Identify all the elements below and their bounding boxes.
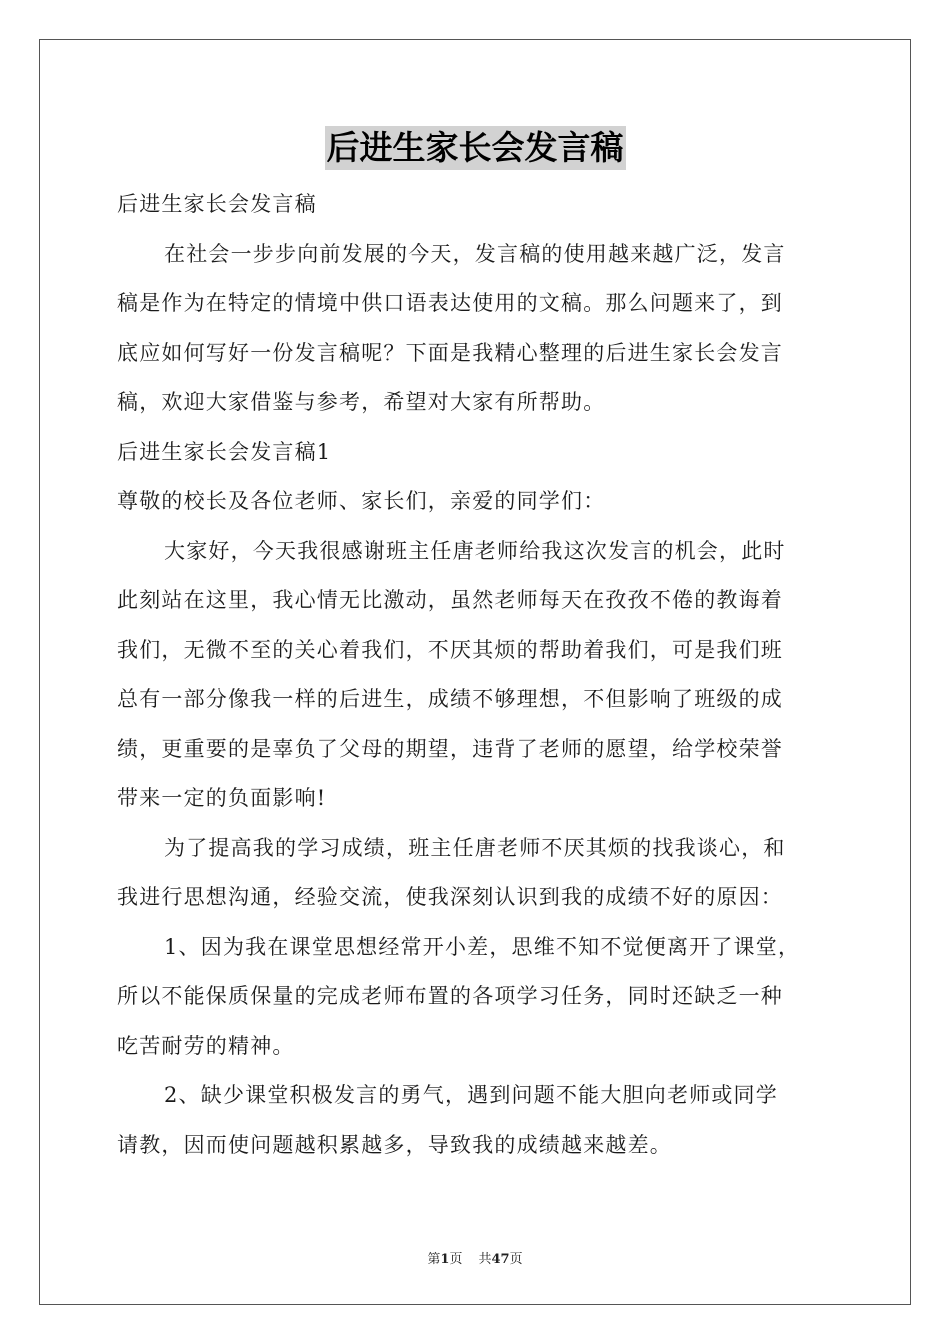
- total-prefix: 共: [478, 1252, 492, 1267]
- page-suffix: 页: [449, 1252, 463, 1267]
- list-item-line: 吃苦耐劳的精神。: [117, 1033, 295, 1058]
- document-body: [117, 180, 833, 1170]
- paragraph-line: 我进行思想沟通，经验交流，使我深刻认识到我的成绩不好的原因：: [117, 885, 783, 909]
- page-prefix: 第: [427, 1252, 441, 1267]
- paragraph-line: 为了提高我的学习成绩，班主任唐老师不厌其烦的找我谈心，和: [164, 835, 786, 860]
- subtitle-line: 后进生家长会发言稿: [117, 192, 317, 216]
- section-heading: 后进生家长会发言稿1: [117, 439, 332, 464]
- paragraph-line: 大家好，今天我很感谢班主任唐老师给我这次发言的机会，此时: [164, 538, 786, 563]
- paragraph-line: 总有一部分像我一样的后进生，成绩不够理想，不但影响了班级的成: [117, 687, 783, 711]
- paragraph-line: 在社会一步步向前发展的今天，发言稿的使用越来越广泛，发言: [164, 241, 786, 266]
- list-item-line: 2、缺少课堂积极发言的勇气，遇到问题不能大胆向老师或同学: [164, 1083, 778, 1107]
- list-item-line: 所以不能保质保量的完成老师布置的各项学习任务，同时还缺乏一种: [117, 984, 783, 1008]
- paragraph-line: 此刻站在这里，我心情无比激动，虽然老师每天在孜孜不倦的教诲着: [117, 588, 783, 612]
- paragraph-line: 带来一定的负面影响!: [117, 786, 327, 810]
- paragraph-line: 稿是作为在特定的情境中供口语表达使用的文稿。那么问题来了，到: [117, 291, 783, 315]
- page-number: 1: [440, 1252, 450, 1267]
- page-footer: [0, 1248, 950, 1267]
- salutation-line: 尊敬的校长及各位老师、家长们，亲爱的同学们：: [117, 489, 606, 513]
- paragraph-line: 底应如何写好一份发言稿呢？下面是我精心整理的后进生家长会发言: [117, 340, 783, 365]
- paragraph-line: 稿，欢迎大家借鉴与参考，希望对大家有所帮助。: [117, 390, 606, 414]
- list-item-line: 1、因为我在课堂思想经常开小差，思维不知不觉便离开了课堂，: [164, 934, 801, 959]
- total-pages: 47: [491, 1252, 510, 1267]
- paragraph-line: 我们，无微不至的关心着我们，不厌其烦的帮助着我们，可是我们班: [117, 637, 783, 662]
- title-container: [0, 126, 950, 170]
- list-item-line: 请教，因而使问题越积累越多，导致我的成绩越来越差。: [117, 1132, 672, 1157]
- total-suffix: 页: [509, 1252, 523, 1267]
- paragraph-line: 绩，更重要的是辜负了父母的期望，违背了老师的愿望，给学校荣誉: [117, 736, 783, 761]
- document-title: 后进生家长会发言稿: [325, 126, 626, 170]
